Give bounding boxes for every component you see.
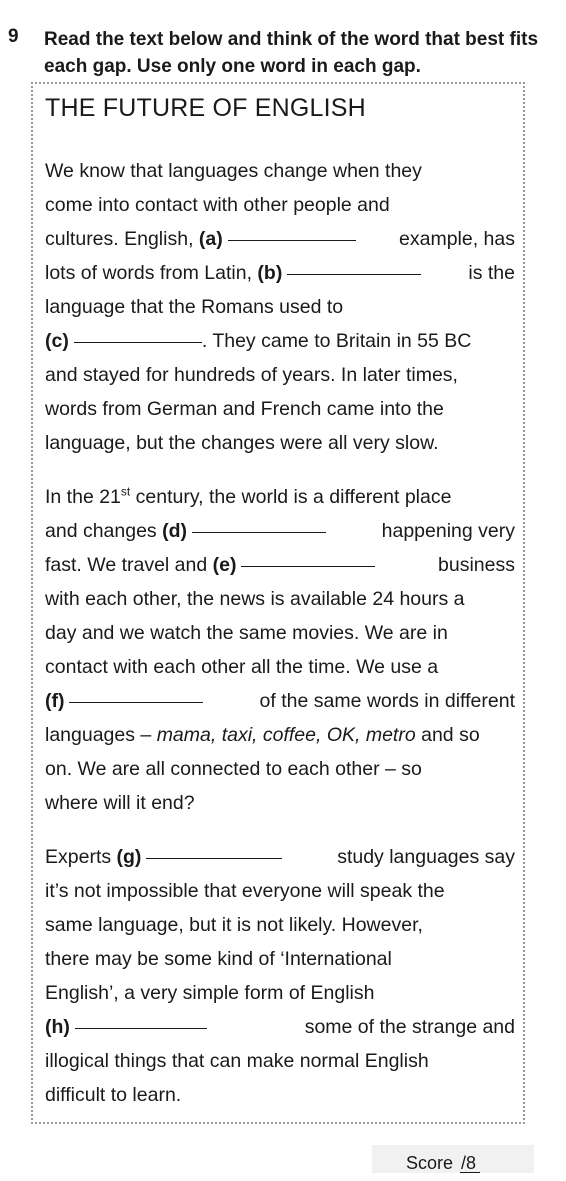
gap-label-e: (e) xyxy=(212,554,237,576)
gap-label-d: (d) xyxy=(162,520,188,542)
passage-text xyxy=(45,154,515,1112)
text-segment: lots of words from Latin, xyxy=(45,262,258,284)
passage-line: illogical things that can make normal English xyxy=(45,1050,429,1072)
passage-line: day and we watch the same movies. We are in xyxy=(45,622,448,644)
passage-line: language, but the changes were all very slow. xyxy=(45,432,439,454)
passage-line: language that the Romans used to xyxy=(45,296,344,318)
passage-title: THE FUTURE OF ENGLISH xyxy=(45,94,366,122)
score-label: Score xyxy=(406,1153,454,1173)
text-segment: In the 21 xyxy=(45,486,121,508)
text-segment: happening very xyxy=(381,520,515,542)
gap-label-c: (c) xyxy=(45,330,69,352)
passage-line: come into contact with other people and xyxy=(45,194,390,216)
text-segment: is the xyxy=(468,262,515,284)
text-segment: example, has xyxy=(399,228,515,250)
gap-blank-f[interactable] xyxy=(69,701,203,703)
text-segment: century, the world is a different place xyxy=(130,486,452,508)
gap-line-e xyxy=(45,548,515,582)
gap-label-f: (f) xyxy=(45,690,65,712)
passage-line: with each other, the news is available 24 hours a xyxy=(45,588,465,610)
text-segment: business xyxy=(438,554,515,576)
gap-blank-g[interactable] xyxy=(146,857,282,859)
gap-line-d xyxy=(45,514,515,548)
gap-line-f xyxy=(45,684,515,718)
text-segment: of the same words in different xyxy=(259,690,515,712)
passage-line: where will it end? xyxy=(45,792,195,814)
text-segment: . They came to Britain in 55 BC xyxy=(201,330,472,352)
text-segment: and so xyxy=(415,724,480,746)
passage-line: contact with each other all the time. We use a xyxy=(45,656,439,678)
gap-label-a: (a) xyxy=(198,228,223,250)
passage-line: English’, a very simple form of English xyxy=(45,982,375,1004)
text-segment: fast. We travel and xyxy=(45,554,213,576)
gap-line-c xyxy=(45,324,515,358)
passage-line: same language, but it is not likely. However, xyxy=(45,914,423,936)
gap-label-h: (h) xyxy=(45,1016,70,1038)
example-words: mama, taxi, coffee, OK, metro xyxy=(156,724,416,746)
gap-line-b xyxy=(45,256,515,290)
score-box xyxy=(372,1145,534,1173)
gap-blank-e[interactable] xyxy=(241,565,375,567)
gap-label-g: (g) xyxy=(116,846,142,868)
passage-line: and stayed for hundreds of years. In later times, xyxy=(45,364,458,386)
gap-line-g xyxy=(45,840,515,874)
ordinal-suffix: st xyxy=(120,484,131,499)
passage-line xyxy=(45,480,515,514)
text-segment: and changes xyxy=(45,520,163,542)
passage-line xyxy=(45,718,515,752)
text-segment: study languages say xyxy=(337,846,515,868)
text-segment: Experts xyxy=(45,846,117,868)
passage-line: on. We are all connected to each other – so xyxy=(45,758,422,780)
text-segment: languages – xyxy=(45,724,157,746)
passage-line: difficult to learn. xyxy=(45,1084,182,1106)
gap-line-h xyxy=(45,1010,515,1044)
gap-blank-c[interactable] xyxy=(74,341,202,343)
gap-blank-d[interactable] xyxy=(192,531,326,533)
passage-line: We know that languages change when they xyxy=(45,160,422,182)
exercise-number: 9 xyxy=(8,26,19,47)
passage-line: words from German and French came into the xyxy=(45,398,444,420)
text-segment: cultures. English, xyxy=(45,228,199,250)
gap-blank-a[interactable] xyxy=(228,239,356,241)
score-total: /8 xyxy=(461,1153,477,1173)
gap-line-a xyxy=(45,222,515,256)
gap-blank-h[interactable] xyxy=(75,1027,207,1029)
gap-label-b: (b) xyxy=(257,262,283,284)
passage-line: there may be some kind of ‘International xyxy=(45,948,392,970)
gap-blank-b[interactable] xyxy=(287,273,421,275)
passage-line: it’s not impossible that everyone will speak the xyxy=(45,880,445,902)
exercise-instruction: Read the text below and think of the word that best fits each gap. Use only one word in each gap. xyxy=(44,29,539,77)
text-segment: some of the strange and xyxy=(304,1016,515,1038)
